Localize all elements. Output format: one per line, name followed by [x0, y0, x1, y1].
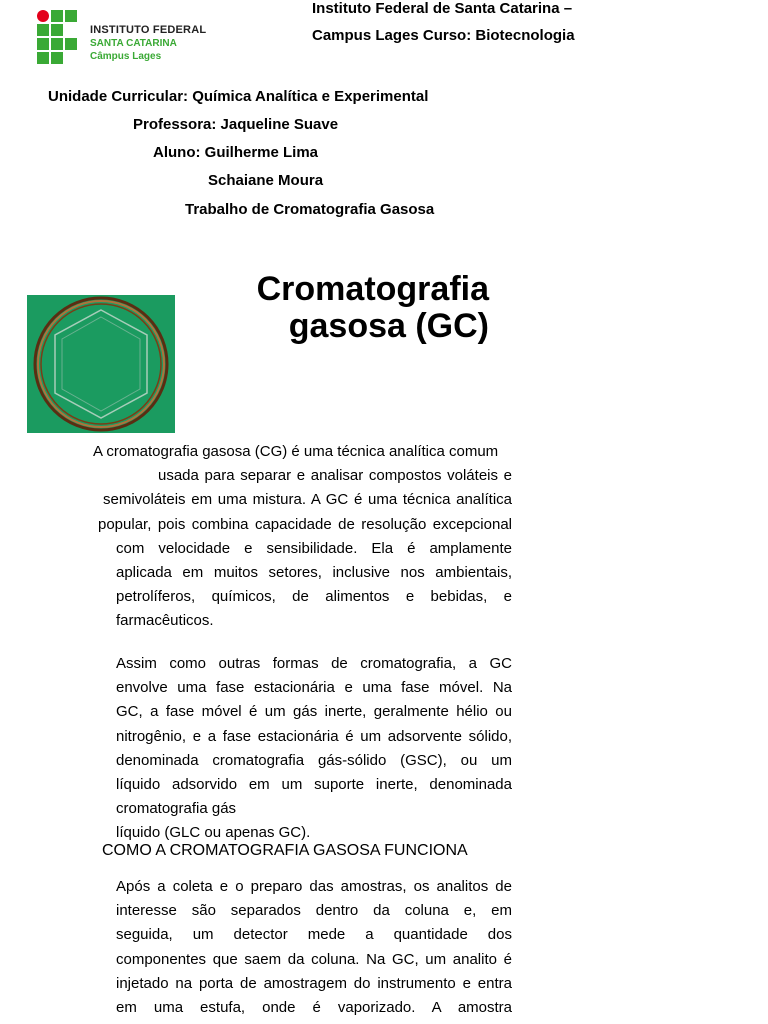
para1-line-1: A cromatografia gasosa (CG) é uma técnica analítica comum: [93, 443, 499, 460]
para3-line-4: componentes que saem da coluna. Na GC, um analito é: [116, 950, 512, 968]
para1-line-3: semivoláteis em uma mistura. A GC é uma técnica analítica: [103, 491, 512, 509]
header-line-2: Campus Lages Curso: Biotecnologia: [312, 27, 575, 44]
para3-line-2: interesse são separados dentro da coluna e, em: [116, 902, 512, 920]
para1-line-7: petrolíferos, químicos, de alimentos e bebidas, e: [116, 588, 512, 606]
page-title-line-1: Cromatografia: [256, 270, 489, 308]
para1-line-5: com velocidade e sensibilidade. Ela é amplamente: [116, 539, 512, 557]
header-line-1: Instituto Federal de Santa Catarina –: [312, 0, 573, 17]
para2-line-7: cromatografia gás: [116, 800, 237, 818]
para2-line-2: envolve uma fase estacionária e uma fase móvel. Na: [116, 679, 512, 697]
paragraph-phases: [116, 652, 512, 846]
section-heading: COMO A CROMATOGRAFIA GASOSA FUNCIONA: [102, 842, 468, 859]
para2-line-8: líquido (GLC ou apenas GC).: [116, 824, 311, 842]
page-title: [189, 271, 489, 345]
ifsc-logo: [34, 6, 214, 68]
para3-line-6: em uma estufa, onde é vaporizado. A amostra: [116, 999, 512, 1017]
para2-line-5: denominada cromatografia gás-sólido (GSC), ou um: [116, 751, 512, 769]
gc-column-coil-icon: [27, 295, 175, 433]
ifsc-logo-mark-icon: [34, 6, 82, 66]
para1-line-8: farmacêuticos.: [116, 612, 214, 630]
course-unit: Unidade Curricular: Química Analítica e Experimental: [48, 88, 429, 105]
para2-line-6: líquido adsorvido em um suporte inerte, denominada: [116, 776, 512, 794]
student-name-2: Schaiane Moura: [208, 172, 324, 189]
para3-line-1: Após a coleta e o preparo das amostras, os analitos de: [116, 878, 512, 895]
para1-line-2: usada para separar e analisar compostos voláteis e: [158, 467, 512, 485]
student-name-1: Aluno: Guilherme Lima: [153, 144, 319, 161]
gc-column-image: [27, 295, 175, 433]
para2-line-4: nitrogênio, e a fase estacionária é um adsorvente sólido,: [116, 727, 512, 745]
para1-line-6: aplicada em muitos setores, inclusive nos ambientais,: [116, 564, 512, 582]
work-title: Trabalho de Cromatografia Gasosa: [185, 201, 435, 218]
paragraph-intro: [93, 440, 512, 634]
logo-line-3: Câmpus Lages: [90, 51, 162, 62]
page-title-line-2: gasosa (GC): [288, 307, 489, 345]
logo-line-2: SANTA CATARINA: [90, 38, 177, 49]
para2-line-1: Assim como outras formas de cromatografia, a GC: [116, 655, 512, 672]
para1-line-4: popular, pois combina capacidade de resolução excepcional: [98, 515, 512, 533]
logo-line-1: INSTITUTO FEDERAL: [90, 24, 207, 36]
para3-line-3: seguida, um detector mede a quantidade dos: [116, 926, 512, 944]
paragraph-how-it-works: [116, 875, 512, 1020]
para2-line-3: GC, a fase móvel é um gás inerte, geralmente hélio ou: [116, 703, 512, 721]
para3-line-5: injetado na porta de amostragem do instrumento e entra: [116, 974, 512, 992]
teacher-name: Professora: Jaqueline Suave: [133, 116, 339, 133]
